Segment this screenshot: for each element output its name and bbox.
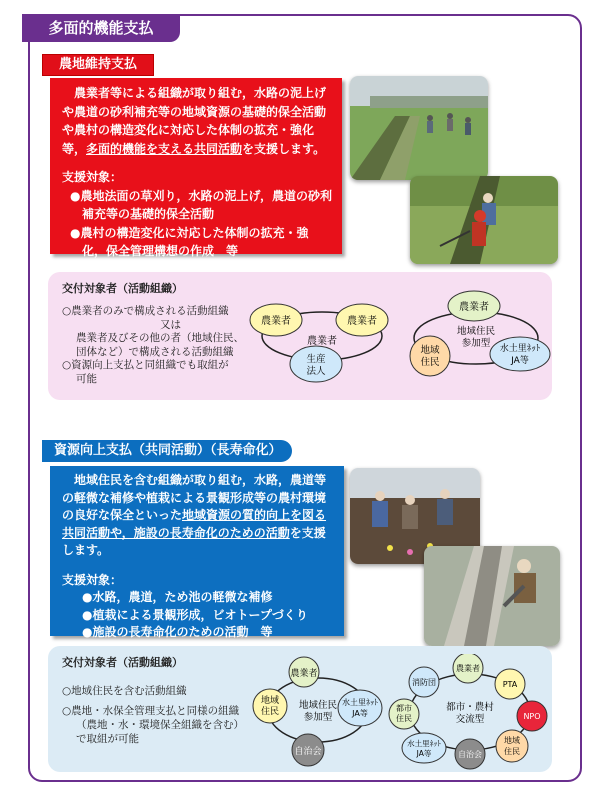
node-label: PTA [502, 680, 518, 689]
node-label: 消防団 [412, 678, 436, 687]
section1-desc-end: を支援します。 [242, 141, 326, 156]
section2-description [50, 466, 344, 639]
node-label: 法人 [306, 366, 326, 377]
node-label: 水土里ﾈｯﾄ [407, 739, 441, 748]
diagram-center-label: 参加型 [461, 338, 491, 349]
section2-item: ●施設の長寿命化のための活動 等 [82, 625, 273, 639]
node-label: 地域 [260, 696, 280, 706]
section1-box-item: 農業者及びその他の者（地域住民、 [76, 332, 244, 344]
section2-box-item: で取組が可能 [76, 733, 139, 745]
node-label: 住民 [260, 707, 280, 717]
section2-box-title: 交付対象者（活動組織） [62, 656, 183, 669]
diagram-center-label: 地域住民 [456, 326, 496, 337]
node-label: 住民 [420, 357, 440, 368]
node-midori-net [402, 733, 446, 763]
section1-box-item: ○農業者のみで構成される活動組織 [62, 305, 229, 317]
section1-box-item: 団体など）で構成される活動組織 [76, 345, 234, 358]
node-label: JA等 [511, 356, 529, 366]
section1-box-items [62, 305, 262, 386]
section1-item: ●農村の構造変化に対応した体制の拡充・強化，保全管理構想の作成 等 [70, 225, 309, 258]
node-label: 農業者 [290, 669, 318, 679]
section2-box-item: （農地・水・環境保全組織を含む） [76, 719, 244, 731]
section2-desc-end: を支援します。 [62, 525, 326, 557]
node-label: 農業者 [459, 302, 489, 313]
section1-box-title: 交付対象者（活動組織） [62, 282, 183, 295]
node-label: 農業者 [347, 316, 377, 327]
node-label: 地域 [420, 345, 440, 356]
section2-title: 資源向上支払（共同活動）（長寿命化） [42, 440, 292, 462]
node-label: 農業者 [456, 664, 480, 673]
section1-box-item: 又は [160, 318, 181, 331]
section2-box-item: ○農地・水保全管理支払と同様の組織 [62, 705, 240, 717]
node-residents [253, 689, 287, 723]
photo-canal-dredging [410, 176, 558, 264]
section1-support-label: 支援対象： [62, 170, 123, 184]
node-label: 地域 [504, 736, 520, 745]
node-label: JA等 [352, 709, 368, 718]
section1-title: 農地維持支払 [42, 54, 154, 76]
diagram-center-label: 都市・農村 [446, 702, 494, 713]
node-residents [410, 336, 450, 376]
node-label: 水土里ﾈｯﾄ [342, 698, 378, 707]
node-label: 水土里ﾈｯﾄ [499, 344, 541, 354]
node-label: 農業者 [261, 316, 291, 327]
node-label: 自治会 [458, 750, 482, 759]
diagram-urban-rural-exchange [386, 654, 548, 770]
page-title: 多面的機能支払 [22, 14, 180, 42]
section2-box-item: ○地域住民を含む活動組織 [62, 685, 187, 697]
section1-box-item: ○資源向上支払と同組織でも取組が [62, 359, 229, 371]
node-midori-net [338, 690, 382, 726]
diagram-resident-participation-2 [252, 656, 384, 768]
section1-box-item: 可能 [76, 372, 97, 385]
section1-desc-underlined: 多面的機能を支える共同活動 [86, 141, 243, 156]
section2-item: ●植栽による景観形成，ビオトープづくり [82, 607, 308, 622]
diagram-resident-participation [396, 290, 552, 386]
node-label: 住民 [504, 747, 520, 756]
section2-box-items [62, 684, 262, 746]
node-label: 都市 [396, 704, 412, 713]
diagram-farmer-organization [244, 290, 398, 386]
node-label: NPO [523, 712, 541, 721]
photo-canal-repair [424, 546, 560, 646]
diagram-center-label: 交流型 [455, 714, 485, 725]
diagram-center-label: 地域住民 [298, 700, 338, 711]
node-label: 住民 [396, 714, 412, 723]
node-label: 自治会 [294, 747, 322, 757]
photo-canal-weeding [350, 76, 488, 180]
section2-support-label: 支援対象： [62, 572, 123, 587]
section1-item: ●農地法面の草刈り，水路の泥上げ，農道の砂利補充等の基礎的保全活動 [70, 188, 332, 221]
node-residents [496, 730, 528, 762]
section2-item: ●水路，農道，ため池の軽微な補修 [82, 590, 273, 604]
section1-desc-text: 農業者等による組織が取り組む，水路の泥上げや農道の砂利補充等の地域資源の基礎的保全活動や農村の構造変化に対応した体制の拡充・強化等， [62, 86, 327, 156]
diagram-center-label: 参加型 [303, 712, 333, 723]
node-label: JA等 [416, 749, 432, 758]
section1-description [50, 78, 342, 258]
section2-desc-text: 地域住民を含む組織が取り組む，水路，農道等の軽微な補修や植栽による景観形成等の農村環境の良好な保全といった [62, 473, 327, 522]
node-label: 生産 [306, 354, 326, 365]
diagram-center-label: 農業者 [307, 336, 337, 347]
section2-desc-underlined: 地域資源の質的向上を図る共同活動や，施設の長寿命化のための活動 [62, 508, 327, 540]
